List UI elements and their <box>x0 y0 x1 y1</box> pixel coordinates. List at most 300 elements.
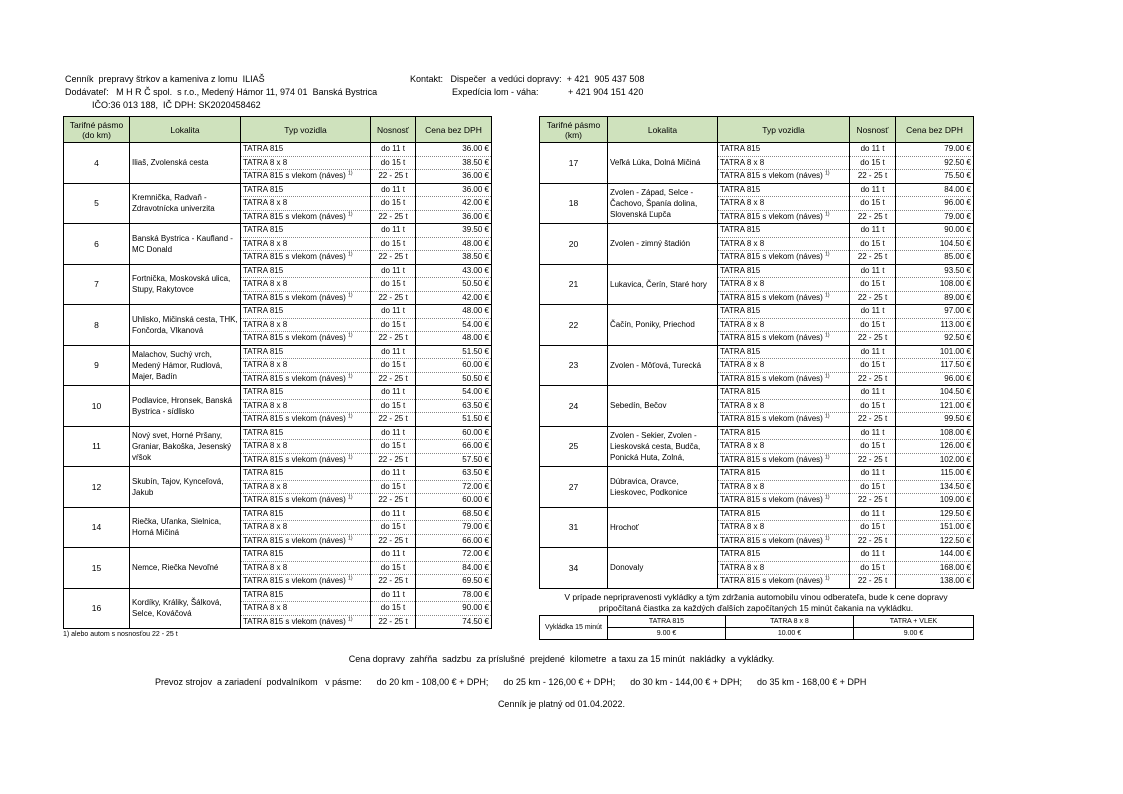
capacity: 22 - 25 t <box>850 372 896 386</box>
vehicle-type <box>241 305 371 319</box>
footnote-marker: 1) <box>348 210 353 217</box>
vehicle-type-label: TATRA 815 <box>720 508 761 518</box>
col-capacity: Nosnosť <box>850 117 896 143</box>
location: Sebedín, Bečov <box>608 386 718 427</box>
price: 168.00 € <box>896 561 974 575</box>
header-ids: IČO:36 013 188, IČ DPH: SK2020458462 <box>92 100 261 110</box>
location: Zvolen - Sekier, Zvolen - Lieskovská cesta, Budča, Ponická Huta, Zolná, <box>608 426 718 467</box>
price-row <box>540 183 974 197</box>
vehicle-type-label: TATRA 815 s vlekom (náves) <box>243 414 346 423</box>
vehicle-type-label: TATRA 8 x 8 <box>243 603 288 612</box>
header-contact-quarry-phone: + 421 904 151 420 <box>568 87 644 97</box>
unloading-header-tatra-vlek: TATRA + VLEK <box>854 616 974 628</box>
price: 48.00 € <box>416 305 492 319</box>
footnote-marker: 1) <box>825 372 830 379</box>
vehicle-type-label: TATRA 8 x 8 <box>720 198 765 207</box>
price-row <box>64 224 492 238</box>
capacity: 22 - 25 t <box>371 453 416 467</box>
footnote-marker: 1) <box>825 534 830 541</box>
capacity: 22 - 25 t <box>371 170 416 184</box>
vehicle-type <box>241 237 371 251</box>
vehicle-type <box>718 386 850 400</box>
unloading-price-tatra-vlek: 9.00 € <box>854 628 974 640</box>
price-row <box>540 224 974 238</box>
capacity: do 15 t <box>850 197 896 211</box>
price: 36.00 € <box>416 170 492 184</box>
vehicle-type <box>718 413 850 427</box>
capacity: do 11 t <box>371 426 416 440</box>
capacity: 22 - 25 t <box>371 372 416 386</box>
price: 54.00 € <box>416 386 492 400</box>
footnote-marker: 1) <box>825 210 830 217</box>
vehicle-type-label: TATRA 815 <box>243 306 284 315</box>
vehicle-type-label: TATRA 815 s vlekom (náves) <box>720 211 823 221</box>
price-row <box>540 345 974 359</box>
capacity: 22 - 25 t <box>371 251 416 265</box>
location: Malachov, Suchý vrch, Medený Hámor, Rudlová, Majer, Badín <box>130 345 241 386</box>
vehicle-type-label: TATRA 8 x 8 <box>720 360 765 369</box>
vehicle-type <box>241 291 371 305</box>
footnote-marker: 1) <box>825 251 830 258</box>
tariff-zone: 23 <box>540 345 608 386</box>
location: Skubín, Tajov, Kynceľová, Jakub <box>130 467 241 508</box>
tariff-zone: 12 <box>64 467 130 508</box>
vehicle-type-label: TATRA 815 <box>720 427 761 437</box>
vehicle-type <box>718 480 850 494</box>
vehicle-type <box>718 291 850 305</box>
vehicle-type-label: TATRA 815 <box>720 144 761 153</box>
vehicle-type <box>718 440 850 454</box>
capacity: 22 - 25 t <box>371 575 416 589</box>
price: 138.00 € <box>896 575 974 589</box>
footnote-marker: 1) <box>348 575 353 582</box>
vehicle-type-label: TATRA 8 x 8 <box>243 400 288 410</box>
capacity: do 11 t <box>371 467 416 481</box>
vehicle-type-label: TATRA 815 <box>243 508 284 518</box>
capacity: do 15 t <box>850 156 896 170</box>
tariff-zone: 16 <box>64 588 130 629</box>
price: 79.00 € <box>896 143 974 157</box>
footnote-marker: 1) <box>348 413 353 420</box>
price: 90.00 € <box>416 602 492 616</box>
price: 72.00 € <box>416 548 492 562</box>
vehicle-type <box>241 453 371 467</box>
vehicle-type <box>241 224 371 238</box>
capacity: do 11 t <box>850 224 896 238</box>
price-row <box>64 305 492 319</box>
tariff-zone: 20 <box>540 224 608 265</box>
vehicle-type-label: TATRA 815 <box>720 387 761 396</box>
location: Fortnička, Moskovská ulica, Stupy, Rakytovce <box>130 264 241 305</box>
capacity: do 15 t <box>850 359 896 373</box>
capacity: 22 - 25 t <box>850 453 896 467</box>
price: 75.50 € <box>896 170 974 184</box>
vehicle-type <box>718 170 850 184</box>
vehicle-type-label: TATRA 8 x 8 <box>720 400 765 410</box>
capacity: do 15 t <box>371 359 416 373</box>
price: 50.50 € <box>416 372 492 386</box>
vehicle-type-label: TATRA 815 s vlekom (náves) <box>720 576 823 585</box>
vehicle-type-label: TATRA 8 x 8 <box>243 360 288 369</box>
vehicle-type-label: TATRA 815 <box>243 549 284 558</box>
capacity: do 15 t <box>371 521 416 535</box>
vehicle-type <box>718 399 850 413</box>
vehicle-type-label: TATRA 815 <box>720 468 761 477</box>
vehicle-type-label: TATRA 8 x 8 <box>243 157 288 167</box>
footer-price-includes: Cena dopravy zahŕňa sadzbu za príslušné prejdené kilometre a taxu za 15 minút nakládky a vykládky. <box>348 654 775 664</box>
vehicle-type <box>718 467 850 481</box>
vehicle-type-label: TATRA 815 <box>243 346 284 356</box>
price: 121.00 € <box>896 399 974 413</box>
vehicle-type-label: TATRA 8 x 8 <box>720 319 765 329</box>
col-capacity: Nosnosť <box>371 117 416 143</box>
location: Zvolen - zimný štadión <box>608 224 718 265</box>
vehicle-type <box>241 575 371 589</box>
capacity: do 11 t <box>371 588 416 602</box>
tariff-zone: 25 <box>540 426 608 467</box>
price: 129.50 € <box>896 507 974 521</box>
location: Hrochoť <box>608 507 718 548</box>
tariff-zone: 6 <box>64 224 130 265</box>
vehicle-type <box>241 359 371 373</box>
price: 38.50 € <box>416 251 492 265</box>
vehicle-type-label: TATRA 8 x 8 <box>720 522 765 531</box>
tariff-zone: 9 <box>64 345 130 386</box>
capacity: 22 - 25 t <box>850 210 896 224</box>
vehicle-type <box>718 183 850 197</box>
capacity: do 15 t <box>850 237 896 251</box>
vehicle-type <box>718 264 850 278</box>
tariff-zone: 21 <box>540 264 608 305</box>
col-zone: Tarifné pásmo (do km) <box>64 117 130 143</box>
price-table-left <box>63 116 492 629</box>
price: 54.00 € <box>416 318 492 332</box>
tariff-zone: 10 <box>64 386 130 427</box>
price: 104.50 € <box>896 386 974 400</box>
tariff-zone: 11 <box>64 426 130 467</box>
location: Lukavica, Čerín, Staré hory <box>608 264 718 305</box>
price: 68.50 € <box>416 507 492 521</box>
price: 144.00 € <box>896 548 974 562</box>
header-contact-quarry: Expedícia lom - váha: <box>452 87 539 97</box>
price: 60.00 € <box>416 494 492 508</box>
vehicle-type <box>718 210 850 224</box>
price: 43.00 € <box>416 264 492 278</box>
vehicle-type-label: TATRA 8 x 8 <box>243 562 288 572</box>
unloading-price-tatra8x8: 10.00 € <box>726 628 854 640</box>
price: 85.00 € <box>896 251 974 265</box>
vehicle-type <box>718 305 850 319</box>
price: 84.00 € <box>896 183 974 197</box>
price: 78.00 € <box>416 588 492 602</box>
capacity: 22 - 25 t <box>850 534 896 548</box>
location: Iliaš, Zvolenská cesta <box>130 143 241 184</box>
col-vehicle: Typ vozidla <box>241 117 371 143</box>
vehicle-type <box>241 183 371 197</box>
capacity: do 15 t <box>850 521 896 535</box>
vehicle-type <box>718 318 850 332</box>
price: 51.50 € <box>416 413 492 427</box>
vehicle-type-label: TATRA 8 x 8 <box>720 481 765 491</box>
vehicle-type-label: TATRA 815 s vlekom (náves) <box>720 171 823 180</box>
capacity: do 11 t <box>850 143 896 157</box>
capacity: do 15 t <box>371 399 416 413</box>
vehicle-type <box>241 480 371 494</box>
capacity: 22 - 25 t <box>371 332 416 346</box>
price: 104.50 € <box>896 237 974 251</box>
vehicle-type-label: TATRA 815 <box>243 144 284 153</box>
price: 36.00 € <box>416 210 492 224</box>
location: Riečka, Uľanka, Sielnica, Horná Mičiná <box>130 507 241 548</box>
vehicle-type <box>718 156 850 170</box>
vehicle-type-label: TATRA 815 s vlekom (náves) <box>720 454 823 464</box>
vehicle-type-label: TATRA 815 <box>720 265 761 275</box>
vehicle-type <box>718 453 850 467</box>
vehicle-type-label: TATRA 815 <box>720 225 761 234</box>
vehicle-type <box>241 534 371 548</box>
vehicle-type <box>241 210 371 224</box>
vehicle-type-label: TATRA 815 s vlekom (náves) <box>720 414 823 423</box>
price-row <box>64 467 492 481</box>
tariff-zone: 4 <box>64 143 130 184</box>
vehicle-type <box>718 372 850 386</box>
vehicle-type <box>241 440 371 454</box>
vehicle-type <box>241 615 371 629</box>
vehicle-type <box>241 507 371 521</box>
price: 42.00 € <box>416 197 492 211</box>
vehicle-type-label: TATRA 815 s vlekom (náves) <box>243 211 346 221</box>
vehicle-type-label: TATRA 815 s vlekom (náves) <box>720 252 823 261</box>
price: 102.00 € <box>896 453 974 467</box>
price: 109.00 € <box>896 494 974 508</box>
price: 39.50 € <box>416 224 492 238</box>
unloading-label: Vykládka 15 minút <box>540 616 608 640</box>
capacity: do 15 t <box>371 480 416 494</box>
vehicle-type <box>241 332 371 346</box>
capacity: do 11 t <box>850 467 896 481</box>
location: Nový svet, Horné Pršany, Graniar, Bakoška, Jesenský vŕšok <box>130 426 241 467</box>
vehicle-type <box>241 521 371 535</box>
vehicle-type-label: TATRA 815 <box>243 387 284 396</box>
price: 60.00 € <box>416 359 492 373</box>
price-table-right <box>539 116 974 589</box>
vehicle-type-label: TATRA 815 s vlekom (náves) <box>243 292 346 302</box>
vehicle-type <box>241 345 371 359</box>
capacity: 22 - 25 t <box>850 170 896 184</box>
vehicle-type-label: TATRA 815 <box>720 306 761 315</box>
tariff-zone: 15 <box>64 548 130 589</box>
vehicle-type-label: TATRA 815 s vlekom (náves) <box>243 495 346 504</box>
price: 79.00 € <box>896 210 974 224</box>
price: 42.00 € <box>416 291 492 305</box>
vehicle-type <box>718 561 850 575</box>
vehicle-type-label: TATRA 8 x 8 <box>243 481 288 491</box>
capacity: 22 - 25 t <box>850 575 896 589</box>
vehicle-type <box>241 602 371 616</box>
vehicle-type <box>718 251 850 265</box>
capacity: 22 - 25 t <box>850 494 896 508</box>
capacity: 22 - 25 t <box>371 494 416 508</box>
capacity: 22 - 25 t <box>850 413 896 427</box>
location: Kremnička, Radvaň - Zdravotnícka univerzita <box>130 183 241 224</box>
capacity: do 15 t <box>371 318 416 332</box>
capacity: do 11 t <box>371 143 416 157</box>
capacity: do 11 t <box>850 345 896 359</box>
vehicle-type <box>241 318 371 332</box>
tariff-zone: 34 <box>540 548 608 589</box>
price: 108.00 € <box>896 278 974 292</box>
price: 113.00 € <box>896 318 974 332</box>
vehicle-type <box>718 237 850 251</box>
location: Podlavice, Hronsek, Banská Bystrica - sídlisko <box>130 386 241 427</box>
vehicle-type-label: TATRA 815 s vlekom (náves) <box>243 252 346 261</box>
vehicle-type <box>241 494 371 508</box>
price: 72.00 € <box>416 480 492 494</box>
col-location: Lokalita <box>608 117 718 143</box>
vehicle-type <box>718 345 850 359</box>
capacity: do 15 t <box>850 399 896 413</box>
capacity: do 15 t <box>850 440 896 454</box>
price: 89.00 € <box>896 291 974 305</box>
capacity: do 11 t <box>371 305 416 319</box>
delay-note-line-2: pripočítaná čiastka za každých ďalších započítaných 15 minút čakania na vykládku. <box>598 603 914 613</box>
capacity: 22 - 25 t <box>850 251 896 265</box>
capacity: do 15 t <box>850 318 896 332</box>
capacity: do 15 t <box>371 440 416 454</box>
vehicle-type-label: TATRA 815 <box>243 427 284 437</box>
vehicle-type <box>718 507 850 521</box>
tariff-zone: 7 <box>64 264 130 305</box>
vehicle-type <box>241 143 371 157</box>
vehicle-type-label: TATRA 815 <box>243 589 284 599</box>
price: 99.50 € <box>896 413 974 427</box>
vehicle-type-label: TATRA 8 x 8 <box>720 279 765 288</box>
footnote-marker: 1) <box>825 291 830 298</box>
location: Zvolen - Západ, Selce - Čachovo, Španía dolina, Slovenská Ľupča <box>608 183 718 224</box>
capacity: do 15 t <box>850 561 896 575</box>
capacity: 22 - 25 t <box>371 210 416 224</box>
price-row <box>540 386 974 400</box>
capacity: do 15 t <box>371 561 416 575</box>
vehicle-type <box>718 575 850 589</box>
vehicle-type <box>718 359 850 373</box>
location: Banská Bystrica - Kaufland - MC Donald <box>130 224 241 265</box>
capacity: do 11 t <box>850 507 896 521</box>
tariff-zone: 8 <box>64 305 130 346</box>
price: 93.50 € <box>896 264 974 278</box>
capacity: do 15 t <box>371 197 416 211</box>
capacity: do 11 t <box>850 386 896 400</box>
price: 101.00 € <box>896 345 974 359</box>
capacity: 22 - 25 t <box>371 291 416 305</box>
price-row <box>64 183 492 197</box>
tariff-zone: 17 <box>540 143 608 184</box>
vehicle-type <box>241 413 371 427</box>
footnote-marker: 1) <box>348 332 353 339</box>
location: Veľká Lúka, Dolná Mičiná <box>608 143 718 184</box>
footnote-marker: 1) <box>825 494 830 501</box>
header-supplier: Dodávateľ: M H R Č spol. s r.o., Medený Hámor 11, 974 01 Banská Bystrica <box>65 87 378 97</box>
footer-lowboy-transport: Prevoz strojov a zariadení podvalníkom v pásme: do 20 km - 108,00 € + DPH; do 25 km - 126,00 € + DPH; do 30 km - 144,00 € + DPH; do 35 km - 168,00 € + DPH <box>155 677 867 687</box>
vehicle-type <box>718 426 850 440</box>
price: 97.00 € <box>896 305 974 319</box>
capacity: 22 - 25 t <box>371 615 416 629</box>
price: 151.00 € <box>896 521 974 535</box>
tariff-zone: 14 <box>64 507 130 548</box>
price: 92.50 € <box>896 332 974 346</box>
footnote-marker: 1) <box>825 453 830 460</box>
price: 63.50 € <box>416 467 492 481</box>
price: 92.50 € <box>896 156 974 170</box>
vehicle-type-label: TATRA 8 x 8 <box>243 522 288 531</box>
price-row <box>540 264 974 278</box>
header-title: Cenník prepravy štrkov a kameniva z lomu ILIAŠ <box>65 74 265 84</box>
tariff-zone: 31 <box>540 507 608 548</box>
price-row <box>540 467 974 481</box>
delay-note-line-1: V prípade nepripravenosti vykládky a tým zdržania automobilu vinou odberateľa, bude k cene dopravy <box>564 592 948 602</box>
vehicle-type <box>718 143 850 157</box>
vehicle-type <box>241 548 371 562</box>
tariff-zone: 5 <box>64 183 130 224</box>
vehicle-type <box>718 332 850 346</box>
vehicle-type <box>241 588 371 602</box>
price: 48.00 € <box>416 332 492 346</box>
capacity: do 11 t <box>850 548 896 562</box>
vehicle-type <box>241 561 371 575</box>
tariff-zone: 24 <box>540 386 608 427</box>
vehicle-type-label: TATRA 8 x 8 <box>720 562 765 572</box>
capacity: do 11 t <box>850 426 896 440</box>
vehicle-type <box>241 264 371 278</box>
location: Nemce, Riečka Nevoľné <box>130 548 241 589</box>
price: 60.00 € <box>416 426 492 440</box>
footer-valid-from: Cenník je platný od 01.04.2022. <box>497 699 626 709</box>
vehicle-type-label: TATRA 815 <box>243 184 284 194</box>
location: Donovaly <box>608 548 718 589</box>
footnote-marker: 1) <box>825 575 830 582</box>
footnote-marker: 1) <box>348 372 353 379</box>
vehicle-type-label: TATRA 815 <box>720 346 761 356</box>
price: 84.00 € <box>416 561 492 575</box>
vehicle-type-label: TATRA 8 x 8 <box>720 157 765 167</box>
vehicle-type-label: TATRA 815 s vlekom (náves) <box>720 535 823 545</box>
vehicle-type <box>241 251 371 265</box>
vehicle-type <box>241 426 371 440</box>
price: 108.00 € <box>896 426 974 440</box>
vehicle-type-label: TATRA 815 s vlekom (náves) <box>720 292 823 302</box>
footnote-marker: 1) <box>825 170 830 177</box>
delay-note <box>539 592 973 614</box>
vehicle-type-label: TATRA 815 s vlekom (náves) <box>720 373 823 383</box>
capacity: 22 - 25 t <box>371 534 416 548</box>
price-row <box>64 548 492 562</box>
tariff-zone: 27 <box>540 467 608 508</box>
price: 63.50 € <box>416 399 492 413</box>
price-row <box>64 264 492 278</box>
vehicle-type-label: TATRA 8 x 8 <box>243 238 288 248</box>
price: 122.50 € <box>896 534 974 548</box>
vehicle-type <box>718 494 850 508</box>
vehicle-type-label: TATRA 815 <box>720 184 761 194</box>
price: 38.50 € <box>416 156 492 170</box>
footnote: 1) alebo autom s nosnosťou 22 - 25 t <box>63 631 178 638</box>
capacity: 22 - 25 t <box>371 413 416 427</box>
capacity: do 11 t <box>850 305 896 319</box>
vehicle-type <box>718 548 850 562</box>
location: Kordíky, Králiky, Šálková, Selce, Kováčová <box>130 588 241 629</box>
vehicle-type-label: TATRA 8 x 8 <box>720 238 765 248</box>
vehicle-type <box>241 386 371 400</box>
